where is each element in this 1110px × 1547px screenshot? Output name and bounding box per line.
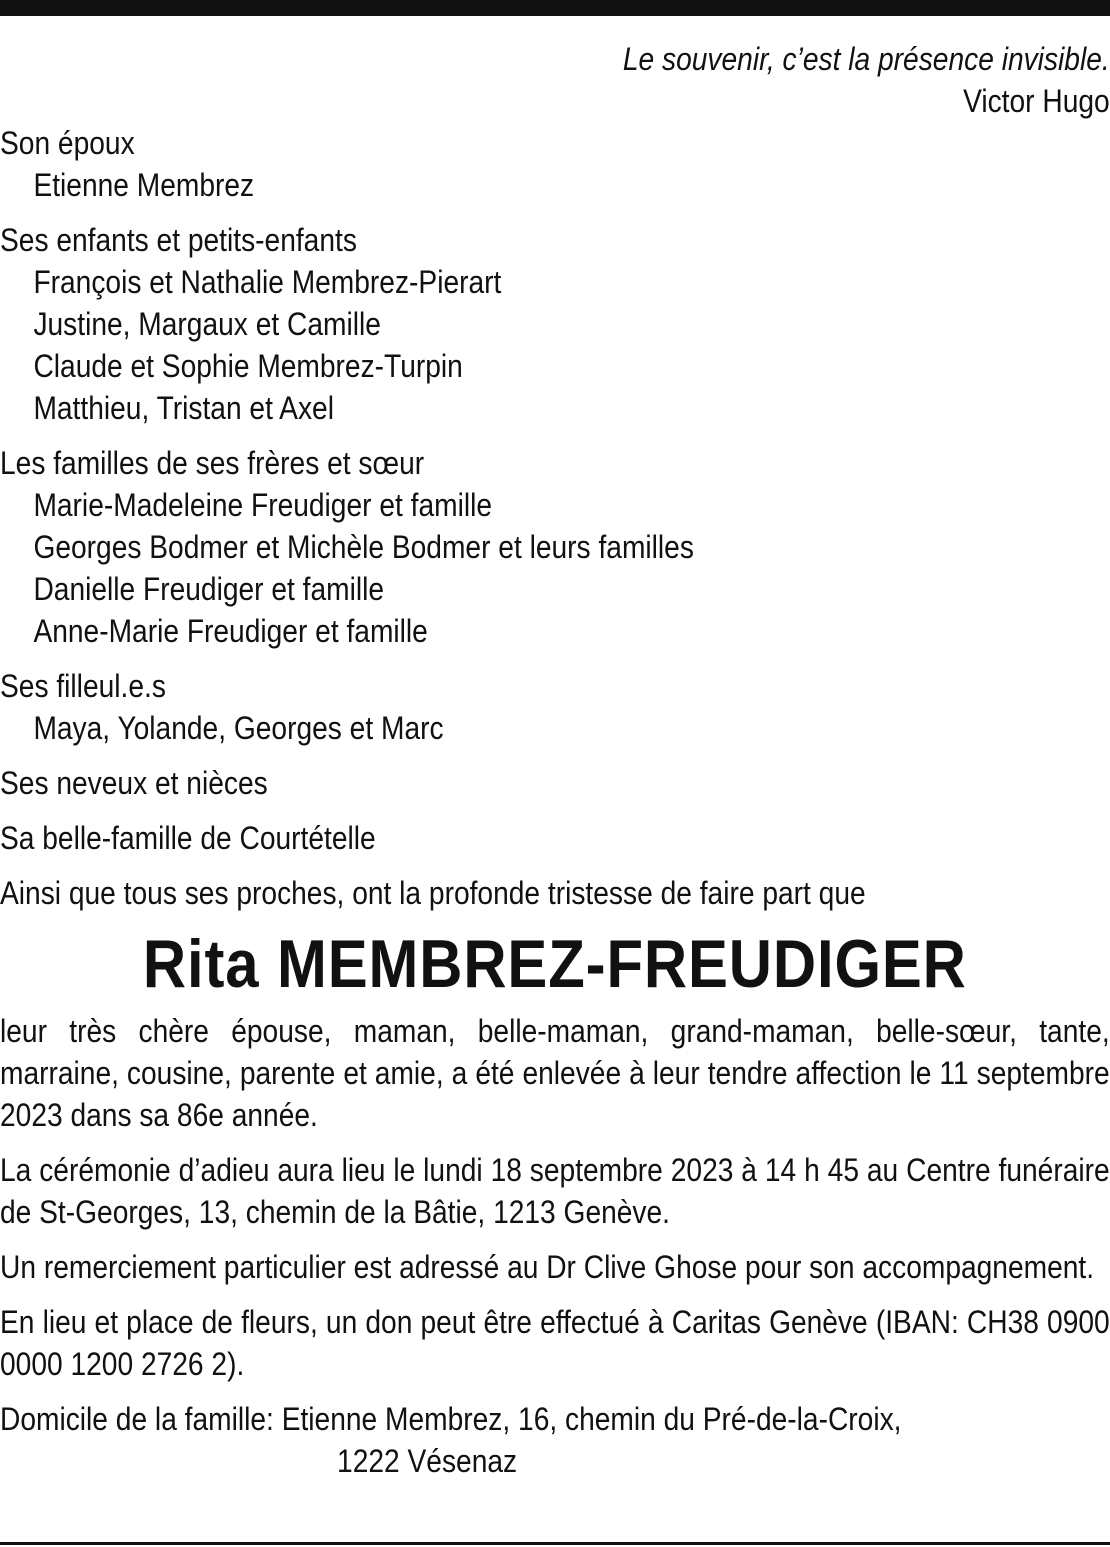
notice-content	[0, 38, 1110, 1482]
family-group	[0, 817, 1110, 859]
family-group	[0, 122, 1110, 206]
address-line: 1222 Vésenaz	[337, 1443, 518, 1479]
family-list	[0, 122, 1110, 914]
family-member: Claude et Sophie Membrez-Turpin	[33, 348, 463, 384]
thanks-paragraph: Un remerciement particulier est adressé au Dr Clive Ghose pour son accompagnement.	[0, 1249, 1095, 1285]
epigraph-quote: Le souvenir, c’est la présence invisible.	[622, 41, 1110, 77]
intro-sentence: Ainsi que tous ses proches, ont la profonde tristesse de faire part que	[0, 875, 866, 911]
family-member: Georges Bodmer et Michèle Bodmer et leurs familles	[33, 529, 694, 565]
epigraph	[0, 38, 1110, 122]
family-group-heading: Ses enfants et petits-enfants	[0, 222, 357, 258]
family-address	[0, 1398, 1110, 1482]
family-member: Danielle Freudiger et famille	[33, 571, 385, 607]
family-group	[0, 442, 1110, 652]
family-group-heading: Ses filleul.e.s	[0, 668, 166, 704]
bottom-border-rule	[0, 1542, 1110, 1545]
address-line: Domicile de la famille: Etienne Membrez, 16, chemin du Pré-de-la-Croix,	[0, 1401, 902, 1437]
donation-paragraph: En lieu et place de fleurs, un don peut être effectué à Caritas Genève (IBAN: CH38 0900 0000 1200 2726 2).	[0, 1304, 1110, 1382]
family-group	[0, 762, 1110, 804]
ceremony-paragraph: La cérémonie d’adieu aura lieu le lundi 18 septembre 2023 à 14 h 45 au Centre funéraire de St-Georges, 13, chemin de la Bâtie, 1213 Genève.	[0, 1152, 1110, 1230]
top-border-rule	[0, 0, 1110, 16]
family-group-heading: Sa belle-famille de Courtételle	[0, 820, 376, 856]
family-member: Marie-Madeleine Freudiger et famille	[33, 487, 493, 523]
deceased-name: Rita MEMBREZ-FREUDIGER	[142, 926, 967, 1002]
family-member: Anne-Marie Freudiger et famille	[33, 613, 428, 649]
epigraph-author: Victor Hugo	[963, 83, 1110, 119]
family-member: Etienne Membrez	[33, 167, 255, 203]
announcement-paragraph: leur très chère épouse, maman, belle-maman, grand-maman, belle-sœur, tante, marraine, cousine, parente et amie, a été enlevée à leur tendre affection le 11 septembre 2023 dans sa 86e année.	[0, 1013, 1110, 1133]
family-group	[0, 219, 1110, 429]
family-group-heading: Son époux	[0, 125, 135, 161]
announcement-body	[0, 1010, 1110, 1482]
family-member: Justine, Margaux et Camille	[33, 306, 381, 342]
family-member: Maya, Yolande, Georges et Marc	[33, 710, 444, 746]
family-member: François et Nathalie Membrez-Pierart	[33, 264, 502, 300]
family-group	[0, 665, 1110, 749]
family-group-heading: Ses neveux et nièces	[0, 765, 268, 801]
family-group-heading: Les familles de ses frères et sœur	[0, 445, 425, 481]
family-member: Matthieu, Tristan et Axel	[33, 390, 334, 426]
